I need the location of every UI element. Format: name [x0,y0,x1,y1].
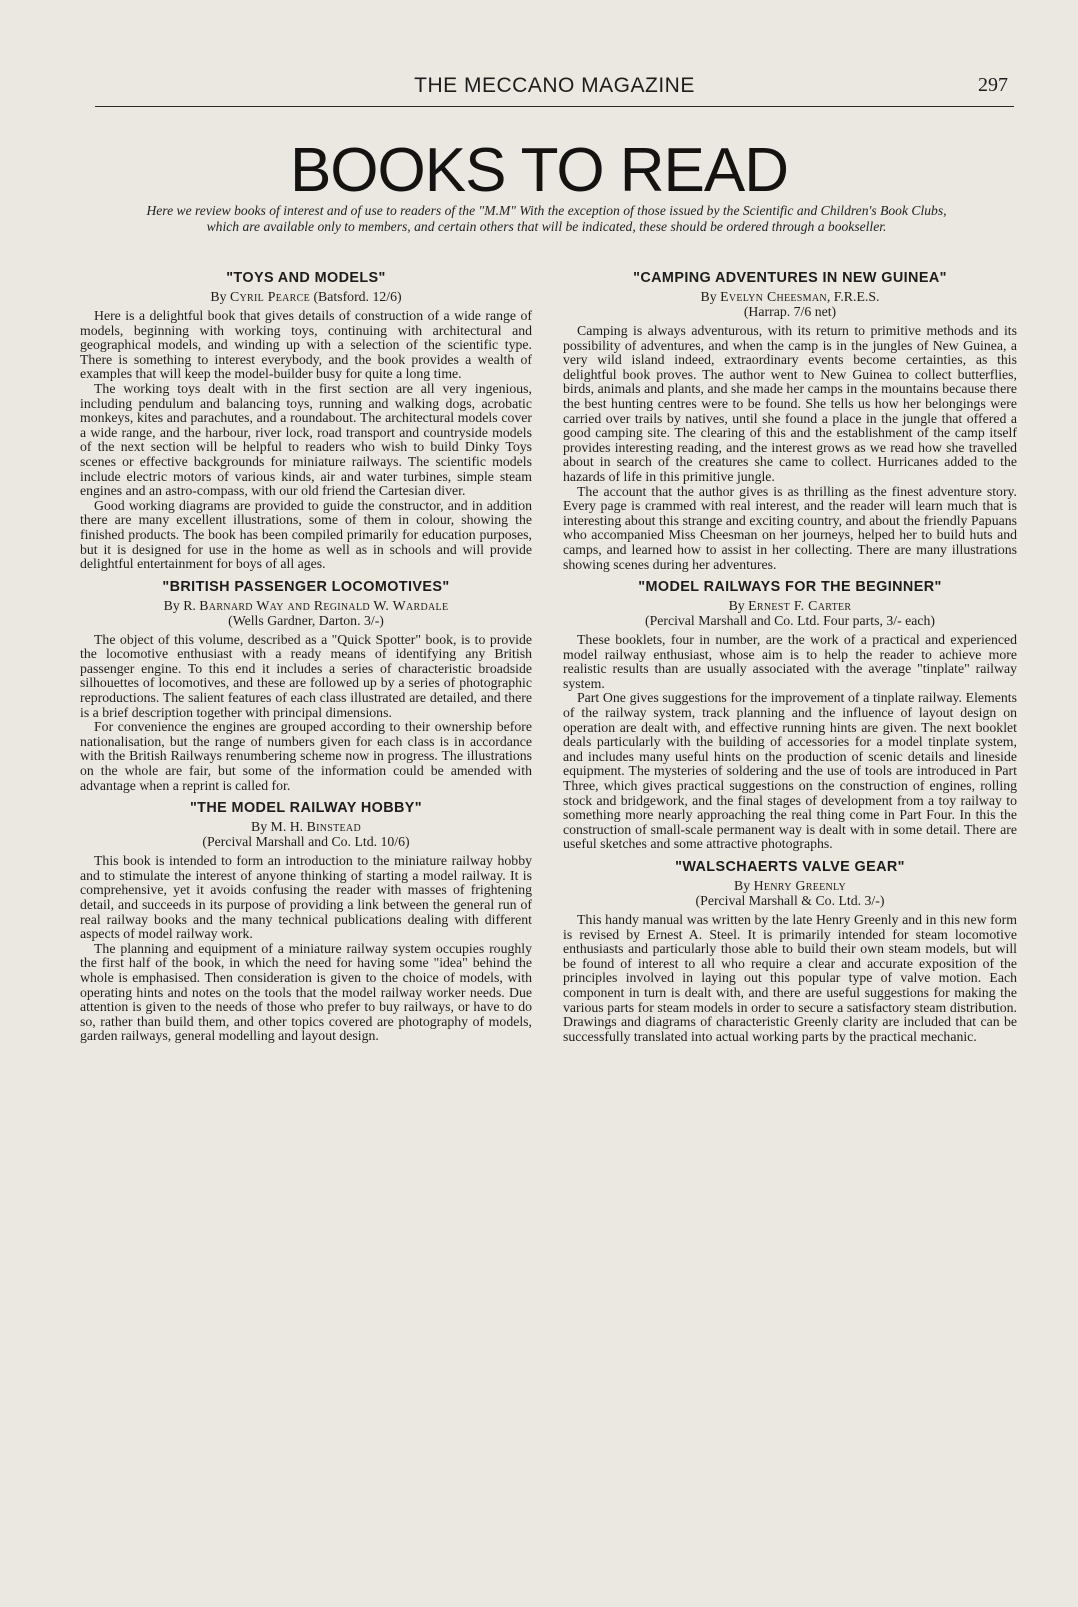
review-publisher: (Harrap. 7/6 net) [743,304,837,319]
review-toys-and-models [80,270,532,572]
review-paragraph: These booklets, four in number, are the work of a practical and experienced model railway enthusiast, whose aim is to help the reader to achieve more realistic results than are usually associated with the average "tinplate" railway system. [563,632,1017,691]
review-publisher: (Percival Marshall and Co. Ltd. Four parts, 3/- each) [644,613,936,629]
review-paragraph: This book is intended to form an introduction to the miniature railway hobby and to stimulate the interest of anyone thinking of starting a model railway. It is comprehensive, yet it avoids confusing the reader with masses of frightening detail, and succeeds in its purpose of providing a link between the general run of real railway books and the many technical publications dealing with different aspects of model railway work. [80,853,532,942]
review-paragraph: Good working diagrams are provided to guide the constructor, and in addition there are many excellent illustrations, some of them in colour, showing the finished products. The book has been compiled primarily for education purposes, but it is designed for use in the home as well as in schools and will provide delightful entertainment for boys of all ages. [80,497,532,572]
review-model-railways-beginner [563,579,1017,852]
review-paragraph: The account that the author gives is as thrilling as the finest adventure story. Every page is crammed with real interest, and the reader will learn much that is interesting about this strange and exciting country, and about the friendly Papuans who accompanied Miss Cheesman on her journeys, helped her to build huts and camps, and learned how to assist in her collecting. There are many illustrations showing scenes during her adventures. [563,483,1017,572]
review-title: "TOYS AND MODELS" [226,270,386,286]
byline-prefix: By [728,598,749,614]
review-publisher: (Wells Gardner, Darton. 3/-) [228,612,384,628]
review-paragraph: The object of this volume, described as a "Quick Spotter" book, is to provide the locomotive enthusiast with a ready means of identifying any British passenger engine. To this end it includes a series of characteristic broadside silhouettes of locomotives, and these are followed up by a series of photographic reproductions. The salient features of each class illustrated are detailed, and there is a brief description together with principal dimensions. [80,631,532,720]
review-paragraph: Part One gives suggestions for the improvement of a tinplate railway. Elements of the railway system, track planning and the influence of layout design on operation are dealt with, and effective running hints are given. The next booklet deals particularly with the building of accessories for a model tinplate system, and includes many useful hints on the production of scenic details and lineside equipment. The mysteries of soldering and the use of tools are introduced in Part Three, which gives practical suggestions on the construction of engines, rolling stock and bridgework, and the final stages of development from a toy railway to something more nearly approaching the real thing come in Part Four. In this the construction of small-scale permanent way is dealt with in some detail. There are useful sketches and some attractive photographs. [563,690,1017,852]
byline-prefix: By [700,289,721,304]
review-byline [80,819,532,834]
review-title: "WALSCHAERTS VALVE GEAR" [675,859,905,875]
review-author: Barnard Way and Reginald W. Wardale [199,597,449,613]
review-camping-adventures [563,270,1017,572]
review-paragraph: This handy manual was written by the late Henry Greenly and in this new form is revised by Ernest A. Steel. It is primarily intended for steam locomotive enthusiasts and particularly those able to build their own steam models, but will be found of interest to all who require a clear and accurate exposition of the principles involved in laying out this popular type of valve motion. Each component in turn is dealt with, and there are useful suggestions for making the various parts for steam models in order to secure a satisfactory steam distribution. Drawings and diagrams of characteristic Greenly clarity are included that can be successfully translated into actual working parts by the practical mechanic. [563,912,1017,1044]
review-byline [80,289,532,304]
review-paragraph: The planning and equipment of a miniature railway system occupies roughly the first half of the book, in which the need for having some "idea" behind the whole is emphasised. Then consideration is given to the choice of models, with operating hints and notes on the tools that the model railway worker needs. Due attention is given to the needs of those who prefer to buy railways, or have to do so, rather than build them, and other topics covered are photography of models, garden railways, general modelling and layout design. [80,940,532,1044]
review-author: Henry Greenly [753,878,846,893]
review-model-railway-hobby [80,800,532,1044]
left-column [80,270,532,1051]
review-paragraph: For convenience the engines are grouped according to their ownership before nationalisation, but the range of numbers given for each class is in accordance with the British Railways renumbering scheme now in progress. The illustrations on the whole are fair, but some of the information could be amended with advantage when a reprint is called for. [80,719,532,793]
byline-prefix: By M. H. [251,819,307,835]
review-british-passenger-locomotives [80,579,532,794]
byline-prefix: By R. [163,597,200,613]
review-byline [563,878,1017,893]
review-paragraph: The working toys dealt with in the first section are all very ingenious, including pendulum and balancing toys, running and walking dogs, acrobatic monkeys, kites and parachutes, and a roundabout. The architectural models cover a wide range, and the harbour, river lock, road transport and countryside models of the next section will be helpful to readers who wish to build Dinky Toys scenes or effective backgrounds for miniature railways. The scientific models include electric motors of various kinds, air and water turbines, simple steam engines and an astro-compass, with our old friend the Cartesian diver. [80,380,532,499]
author-suffix: , F.R.E.S. [826,289,880,304]
review-title: "MODEL RAILWAYS FOR THE BEGINNER" [638,579,942,596]
review-author: Evelyn Cheesman [720,289,827,304]
review-title: "THE MODEL RAILWAY HOBBY" [189,800,423,817]
magazine-title: THE MECCANO MAGAZINE [414,74,695,97]
page-headline: BOOKS TO READ [289,136,789,205]
page-number: 297 [978,74,1008,96]
review-walschaerts-valve-gear [563,859,1017,1044]
review-title: "CAMPING ADVENTURES IN NEW GUINEA" [633,270,947,286]
review-author: Binstead [306,819,361,835]
byline-prefix: By [734,878,754,893]
review-author: Ernest F. Carter [748,598,852,614]
review-paragraph: Here is a delightful book that gives details of construction of a wide range of models, beginning with working toys, continuing with architectural and geographical models, and winding up with a selection of the scientific type. There is something to interest everybody, and the book provides a wealth of examples that will keep the model-builder busy for quite a long time. [80,308,532,382]
review-author: Cyril Pearce [229,289,310,304]
review-publisher: (Percival Marshall and Co. Ltd. 10/6) [202,834,410,850]
review-publisher: (Batsford. 12/6) [310,289,402,304]
byline-prefix: By [210,289,230,304]
intro-text: Here we review books of interest and of use to readers of the "M.M" With the exception of those issued by the Scientific and Children's Book Clubs, which are available only to members, and certain others that will be indicated, these should be ordered through a bookseller. [146,203,947,234]
right-column [563,270,1017,1051]
review-byline [563,598,1017,613]
review-byline [80,598,532,613]
review-byline [563,289,1017,304]
review-title: "BRITISH PASSENGER LOCOMOTIVES" [162,578,450,595]
review-paragraph: Camping is always adventurous, with its return to primitive methods and its possibility of adventures, and when the camp is in the jungles of New Guinea, a very wild island indeed, extraordinary events become certainties, as this delightful book proves. The author went to New Guinea to collect butterflies, birds, animals and plants, and she made her camps in the mountains because there the best hunting centres were to be found. She tells us how her belongings were carried over trails by natives, until she found a place in the jungle that offered a good camping site. The clearing of this and the establishment of the camp itself provides interesting reading, and the interest grows as we read how she travelled about in search of the creatures she came to collect. Hurricanes added to the hazards of life in this primitive jungle. [563,323,1017,484]
review-publisher: (Percival Marshall & Co. Ltd. 3/-) [695,893,885,908]
running-header [95,72,1014,107]
